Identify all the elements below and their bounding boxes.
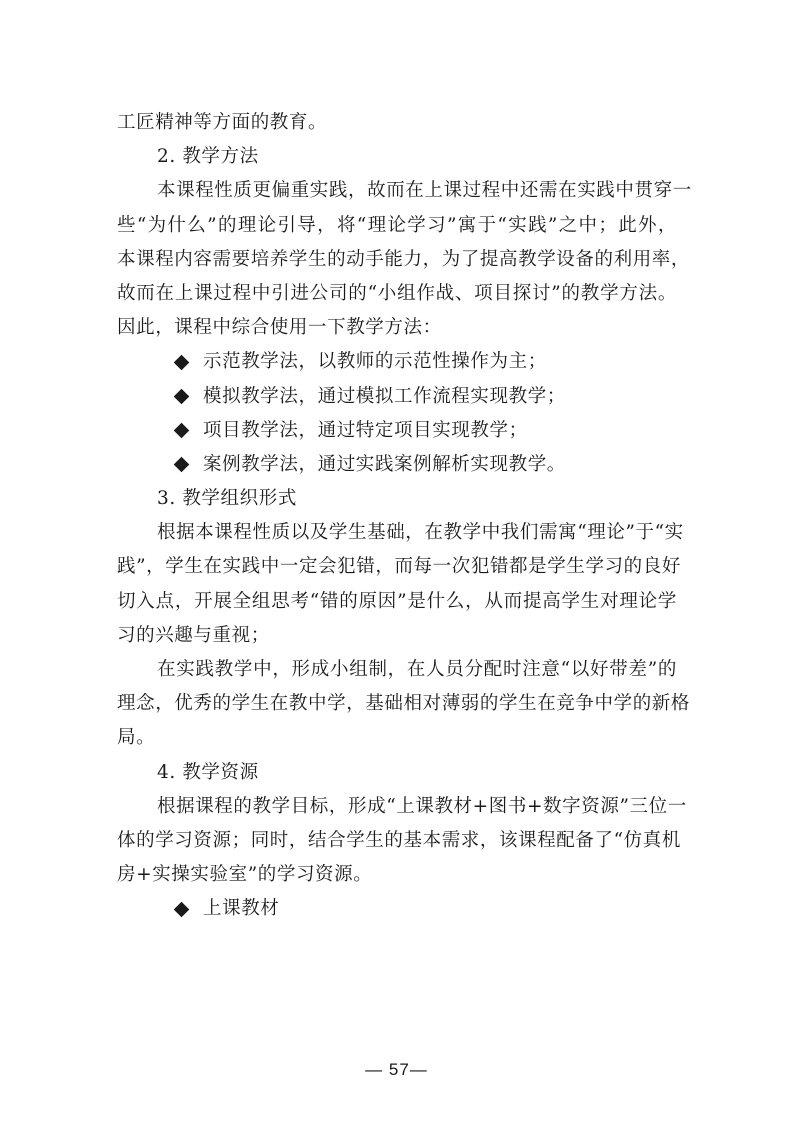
paragraph-line: 本课程性质更偏重实践，故而在上课过程中还需在实践中贯穿一 bbox=[157, 180, 692, 202]
list-item-text: 项目教学法，通过特定项目实现教学； bbox=[203, 419, 528, 441]
paragraph-line: 根据本课程性质以及学生基础，在教学中我们需寓“理论”于“实 bbox=[157, 522, 684, 544]
paragraph-line: 在实践教学中，形成小组制，在人员分配时注意“以好带差”的 bbox=[157, 659, 677, 680]
paragraph-line: 习的兴趣与重视； bbox=[117, 624, 270, 646]
paragraph-line: 局。 bbox=[117, 727, 156, 749]
body-text bbox=[117, 106, 692, 927]
paragraph-line: 理念，优秀的学生在教中学，基础相对薄弱的学生在竞争中学的新格 bbox=[117, 693, 691, 715]
list-item-text: 模拟教学法，通过模拟工作流程实现教学； bbox=[203, 385, 566, 407]
paragraph-line: 工匠精神等方面的教育。 bbox=[117, 112, 328, 133]
list-item bbox=[117, 380, 677, 414]
section-heading-organization-form: 3. 教学组织形式 bbox=[157, 488, 297, 510]
page-number: — 57— bbox=[365, 1060, 428, 1079]
paragraph-line: 本课程内容需要培养学生的动手能力，为了提高教学设备的利用率， bbox=[117, 248, 691, 270]
paragraph-line: 些“为什么”的理论引导，将“理论学习”寓于“实践”之中；此外， bbox=[117, 214, 677, 236]
list-item-text: 示范教学法，以教师的示范性操作为主； bbox=[203, 351, 547, 373]
diamond-bullet-icon bbox=[174, 355, 190, 371]
section-heading-teaching-methods: 2. 教学方法 bbox=[157, 146, 259, 168]
diamond-bullet-icon bbox=[174, 902, 190, 918]
diamond-bullet-icon bbox=[174, 423, 190, 439]
paragraph-line: 因此，课程中综合使用一下教学方法： bbox=[117, 317, 442, 339]
paragraph-line: 根据课程的教学目标，形成“上课教材+图书+数字资源”三位一 bbox=[157, 795, 687, 817]
diamond-bullet-icon bbox=[174, 457, 190, 473]
paragraph-line: 践”，学生在实践中一定会犯错，而每一次犯错都是学生学习的良好 bbox=[117, 556, 681, 578]
paragraph-line: 故而在上课过程中引进公司的“小组作战、项目探讨”的教学方法。 bbox=[117, 282, 677, 304]
list-item-text: 上课教材 bbox=[203, 898, 280, 920]
paragraph-line: 房+实操实验室”的学习资源。 bbox=[117, 864, 373, 886]
list-item bbox=[117, 892, 677, 926]
diamond-bullet-icon bbox=[174, 389, 190, 405]
list-item bbox=[117, 414, 677, 448]
list-item bbox=[117, 345, 677, 379]
paragraph-line: 切入点，开展全组思考“错的原因”是什么，从而提高学生对理论学 bbox=[117, 590, 677, 612]
list-item-text: 案例教学法，通过实践案例解析实现教学。 bbox=[203, 453, 566, 475]
list-item bbox=[117, 448, 677, 482]
section-heading-teaching-resources: 4. 教学资源 bbox=[157, 761, 259, 783]
paragraph-line: 体的学习资源；同时，结合学生的基本需求，该课程配备了“仿真机 bbox=[117, 829, 681, 851]
